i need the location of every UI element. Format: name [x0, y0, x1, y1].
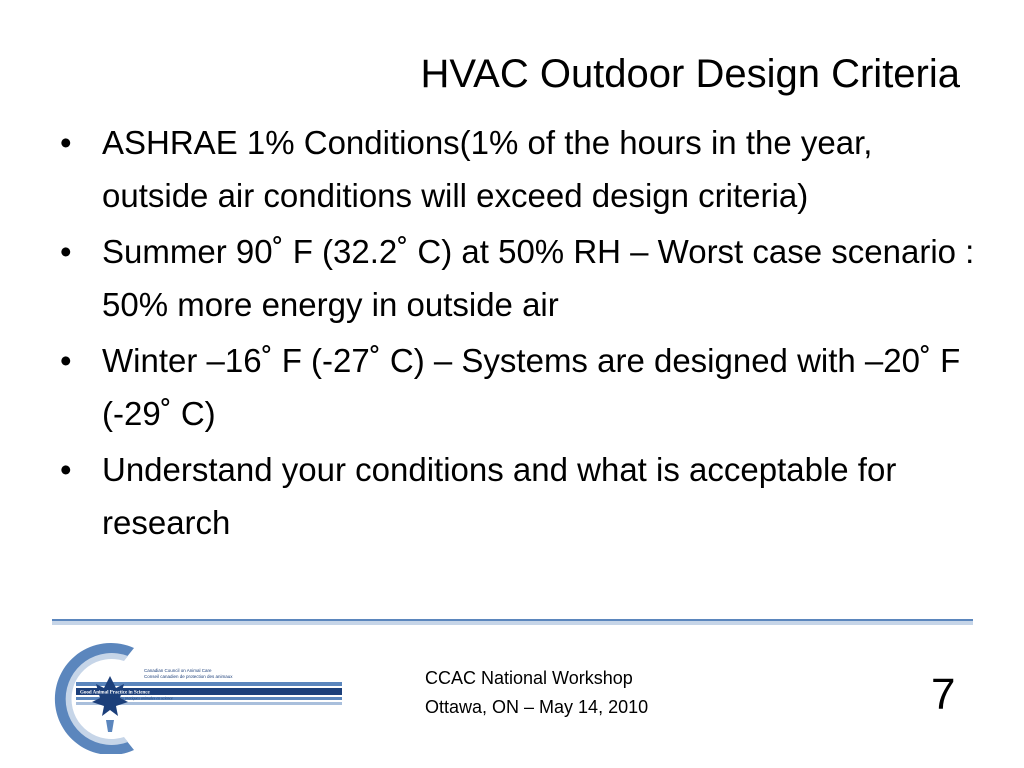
bullet-text: Winter –16˚ F (-27˚ C) – Systems are designed with –20˚ F (-29˚ C) — [102, 342, 961, 432]
ccac-logo — [46, 636, 346, 754]
footer-info — [425, 664, 648, 722]
logo-org-fr: Conseil canadien de protection des animaux — [144, 674, 233, 679]
footer-event: CCAC National Workshop — [425, 668, 633, 688]
logo-tagline-en: Good Animal Practice in Science — [80, 690, 150, 696]
bullet-item — [56, 443, 976, 549]
bullet-item — [56, 334, 976, 440]
bullet-item — [56, 116, 976, 222]
slide-title: HVAC Outdoor Design Criteria — [420, 52, 960, 96]
logo-band-top — [76, 682, 342, 686]
bullet-text: ASHRAE 1% Conditions(1% of the hours in the year, outside air conditions will exceed design criteria) — [102, 124, 873, 214]
page-number: 7 — [931, 670, 956, 719]
bullet-dot-icon: • — [60, 233, 72, 270]
bullet-text: Understand your conditions and what is acceptable for research — [102, 451, 897, 541]
footer-location-date: Ottawa, ON – May 14, 2010 — [425, 697, 649, 717]
logo-tagline-fr: Bonnes pratiques animales en science — [112, 695, 173, 701]
bullet-list — [56, 116, 976, 552]
bullet-dot-icon: • — [60, 124, 72, 161]
logo-org-en: Canadian Council on Animal Care — [144, 668, 212, 673]
leaf-figure-icon — [106, 720, 114, 732]
bullet-text: Summer 90˚ F (32.2˚ C) at 50% RH – Worst case scenario : 50% more energy in outside air — [102, 233, 975, 323]
bullet-dot-icon: • — [60, 451, 72, 488]
bullet-dot-icon: • — [60, 342, 72, 379]
footer-divider — [52, 619, 973, 625]
bullet-item — [56, 225, 976, 331]
